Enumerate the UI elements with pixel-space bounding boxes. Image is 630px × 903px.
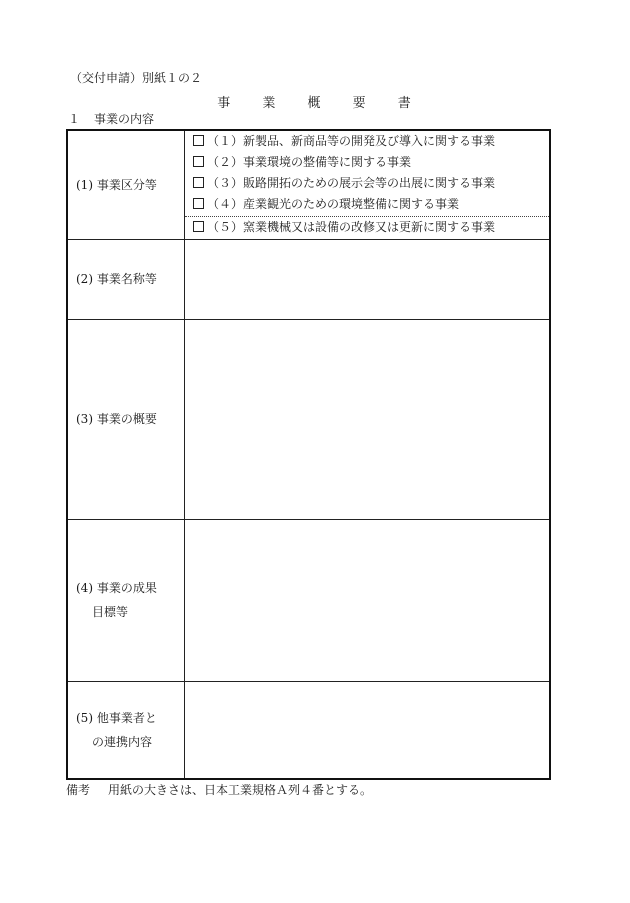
partner-collaboration-label-line1: (5) 他事業者と bbox=[76, 710, 157, 725]
row-business-name bbox=[68, 239, 549, 320]
business-goals-label-cell bbox=[68, 519, 185, 681]
row-business-category bbox=[68, 131, 549, 240]
option-label: （２）事業環境の整備等に関する事業 bbox=[207, 155, 412, 169]
option-ceramic-machinery[interactable] bbox=[185, 216, 549, 237]
remark-head: 備考 bbox=[66, 783, 91, 797]
checkbox-icon[interactable] bbox=[193, 221, 204, 232]
checkbox-icon[interactable] bbox=[193, 198, 204, 209]
row-partner-collaboration bbox=[68, 681, 549, 778]
business-goals-label bbox=[76, 576, 157, 624]
business-category-label-cell bbox=[68, 131, 185, 239]
section-title-text: 事業の内容 bbox=[94, 112, 155, 126]
business-name-input[interactable] bbox=[185, 239, 549, 319]
row-business-goals bbox=[68, 519, 549, 682]
business-overview-label-cell bbox=[68, 319, 185, 519]
option-exhibition[interactable] bbox=[185, 173, 549, 194]
business-content-table bbox=[66, 129, 551, 780]
checkbox-icon[interactable] bbox=[193, 156, 204, 167]
business-goals-input[interactable] bbox=[185, 519, 549, 681]
option-label: （５）窯業機械又は設備の改修又は更新に関する事業 bbox=[207, 220, 496, 234]
business-name-label-cell bbox=[68, 239, 185, 319]
business-goals-label-line2: 目標等 bbox=[92, 605, 129, 619]
option-label: （４）産業観光のための環境整備に関する事業 bbox=[207, 197, 460, 211]
business-overview-input[interactable] bbox=[185, 319, 549, 519]
section-number: １ bbox=[68, 112, 81, 126]
row-business-overview bbox=[68, 319, 549, 520]
business-name-label: (2) 事業名称等 bbox=[76, 272, 157, 286]
option-new-product[interactable] bbox=[185, 131, 549, 152]
partner-collaboration-label-cell bbox=[68, 681, 185, 778]
business-category-label: (1) 事業区分等 bbox=[76, 178, 157, 192]
section-heading bbox=[68, 110, 154, 127]
business-goals-label-line1: (4) 事業の成果 bbox=[76, 581, 157, 595]
business-overview-label: (3) 事業の概要 bbox=[76, 412, 157, 426]
document-title: 事 業 概 要 書 bbox=[217, 96, 425, 111]
remark-note bbox=[66, 781, 372, 798]
option-label: （１）新製品、新商品等の開発及び導入に関する事業 bbox=[207, 134, 496, 148]
option-environment[interactable] bbox=[185, 152, 549, 173]
partner-collaboration-label bbox=[76, 706, 157, 754]
option-industrial-tourism[interactable] bbox=[185, 194, 549, 215]
business-category-options bbox=[185, 131, 549, 239]
checkbox-icon[interactable] bbox=[193, 135, 204, 146]
partner-collaboration-label-line2: の連携内容 bbox=[92, 734, 153, 749]
form-reference-label: （交付申請）別紙１の２ bbox=[70, 71, 203, 85]
option-label: （３）販路開拓のための展示会等の出展に関する事業 bbox=[207, 176, 496, 190]
partner-collaboration-input[interactable] bbox=[185, 681, 549, 778]
remark-text: 用紙の大きさは、日本工業規格Ａ列４番とする。 bbox=[108, 783, 373, 797]
checkbox-icon[interactable] bbox=[193, 177, 204, 188]
